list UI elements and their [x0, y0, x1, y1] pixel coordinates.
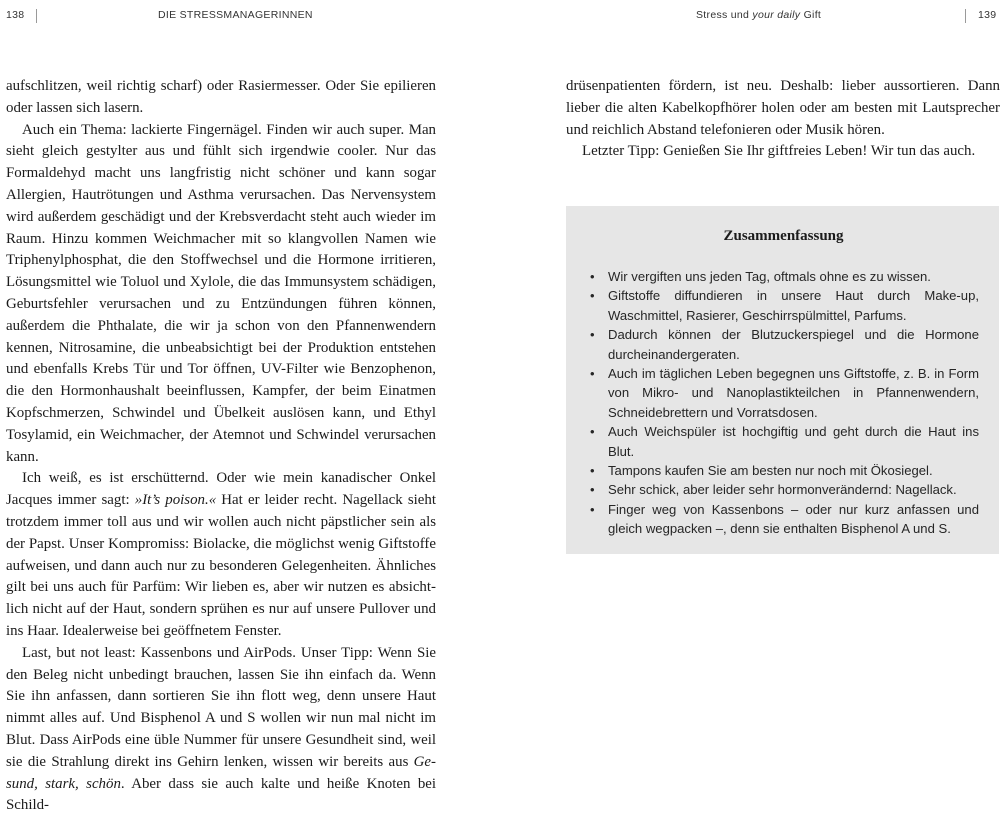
- running-title: [696, 9, 821, 21]
- running-title-plain: Stress und: [696, 9, 753, 21]
- summary-title: Zusammenfassung: [723, 228, 844, 244]
- left-page: [0, 0, 440, 814]
- summary-item: • Wir vergiften uns jeden Tag, oftmals ohne es zu wissen.: [588, 267, 979, 286]
- right-page-header: [560, 9, 1000, 27]
- text-run: Last, but not least: Kassenbons und AirPods. Unser Tipp: Wenn Sie den Beleg nicht unbedingt brauchen, lassen Sie ihn einfach da. Wenn Sie ihn anfassen, dann sortieren Sie ihn flott weg, denn unsere Haut nimmt alles auf. Und Bisphenol A und S wollen wir nun mal nicht im Blut. Dass AirPods eine üble Nummer für unsere Gesundheit sind, weil sie die Strahlung direkt ins Gehirn lenken, wissen wir bereits aus: [6, 644, 436, 770]
- summary-item: • Auch Weichspüler ist hochgiftig und geht durch die Haut ins Blut.: [588, 422, 979, 461]
- paragraph: Letzter Tipp: Genießen Sie Ihr giftfreies Leben! Wir tun das auch.: [582, 143, 976, 160]
- text-run: Hat er leider recht. Nagellack sieht trotzdem immer toll aus und wir wollen auch nicht päpstlicher sein als der Papst. Unser Kompromiss: Biolacke, die möglichst wenig Giftstoffe aufweisen, und dann auch nur zu besonderen Gelegenheiten. Ähnliches gilt bei uns auch für Parfüm: Wir lieben es, aber wir nutzen es absichtlich nicht auf der Haut, sondern sprühen es nur auf unsere Pullover und ins Haar. Idealerweise bei geöffnetem Fenster.: [6, 492, 436, 639]
- right-body-text: [566, 76, 1000, 163]
- left-body-text: [6, 76, 436, 817]
- text-run: aufschlitzen, weil richtig scharf) oder Rasiermesser. Oder Sie epilieren oder lassen sich lasern.: [6, 78, 436, 116]
- running-title-italic: your daily: [752, 9, 801, 21]
- paragraph: drüsenpatienten fördern, ist neu. Deshalb: lieber aussortieren. Dann lieber die alten Kabelkopfhörer holen oder am besten mit Lautsprecher und reichlich Abstand telefonieren oder Musik hören.: [566, 78, 1000, 138]
- header-divider: [965, 9, 966, 23]
- paragraph: [6, 643, 436, 817]
- summary-item: • Finger weg von Kassenbons – oder nur kurz anfassen und gleich wegpacken –, denn sie enthalten Bisphenol A und S.: [588, 500, 979, 539]
- italic-quote: »It’s poison.«: [134, 492, 217, 509]
- summary-item: • Giftstoffe diffundieren in unsere Haut durch Make-up, Waschmittel, Rasierer, Geschirrspülmittel, Parfums.: [588, 286, 979, 325]
- header-divider: [36, 9, 37, 23]
- summary-item: • Dadurch können der Blutzuckerspiegel und die Hormone durcheinandergeraten.: [588, 325, 979, 364]
- text-run: . Aber dass sie auch kalte und heiße Knoten bei Schild-: [6, 775, 437, 814]
- text-run: Auch ein Thema: lackierte Fingernägel. Finden wir auch super. Man sieht gleich gestylter aus und fühlt sich irgendwie cooler. Nur das Formaldehyd macht uns langfristig nicht schöner und kann sogar Allergien, Hautrötungen und Asthma verursachen. Das Nervensystem wird außerdem geschädigt und der Krebsverdacht steht auch wieder im Raum. Hinzu kommen Weichmacher mit so klangvollen Namen wie Triphenylphosphat, die den Stoffwechsel und die Hormone irritieren, Lösungsmittel wie Toluol und Xylole, die das Immunsystem schädigen, Geburtsfehler verursachen und zu Entzündungen führen können, außerdem die Phthalate, die wir ja schon von den Pfannenwendern kennen, Nitrosamine, die unbeabsichtigt bei der Produktion entstehen und ebenfalls Krebs Tür und Tor öffnen, UV-Filter wie Benzophenon, die den Hormonhaushalt beeinflussen, Kampfer, der beim Einatmen Kopfschmerzen, Schwindel und Übelkeit auslösen kann, und Ethyl Tosylamid, ein Weichmacher, der Atemnot und Schwindel verursachen kann.: [6, 121, 436, 465]
- summary-list: [588, 267, 979, 539]
- summary-item: • Tampons kaufen Sie am besten nur noch mit Ökosiegel.: [588, 461, 979, 480]
- summary-item: • Auch im täglichen Leben begegnen uns Giftstoffe, z. B. in Form von Mikro- und Nanoplastikteilchen in Pfannenwendern, Schneidebrettern und Vorratsdosen.: [588, 364, 979, 422]
- running-title: DIE STRESSMANAGERINNEN: [158, 9, 313, 21]
- paragraph: [6, 468, 436, 642]
- paragraph: [6, 120, 436, 469]
- page-number: 139: [978, 9, 997, 21]
- page-number: 138: [6, 9, 25, 21]
- text-run: Ich weiß, es ist erschütternd. Oder wie mein kanadischer Onkel Jacques immer sagt:: [6, 470, 436, 509]
- summary-box: [566, 206, 999, 554]
- paragraph: [6, 76, 436, 120]
- left-page-header: [0, 9, 440, 27]
- summary-item: • Sehr schick, aber leider sehr hormonverändernd: Nagellack.: [588, 480, 979, 499]
- italic-book-title: Gesund, stark, schön: [6, 753, 436, 792]
- running-title-end: Gift: [800, 9, 822, 21]
- right-page: [560, 0, 1000, 800]
